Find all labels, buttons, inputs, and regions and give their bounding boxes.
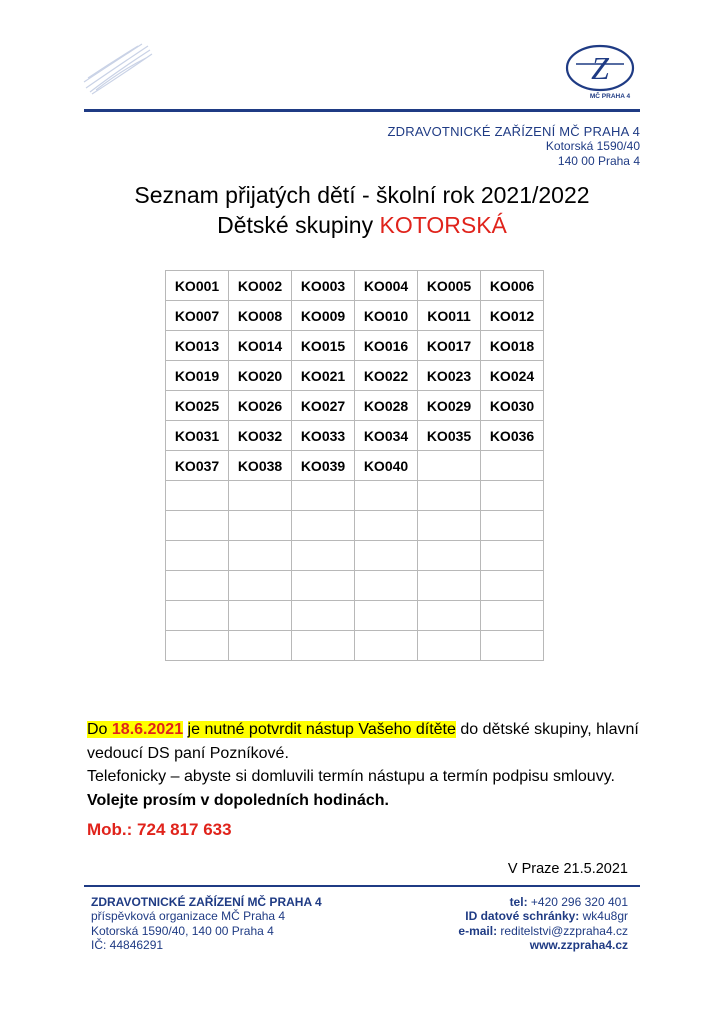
- table-cell: [418, 541, 481, 571]
- table-cell: [292, 511, 355, 541]
- footer-address: Kotorská 1590/40, 140 00 Praha 4: [91, 923, 274, 938]
- brand-logo: [564, 42, 636, 100]
- notice-do: Do: [87, 721, 112, 738]
- table-row: [166, 271, 544, 301]
- notice-call-time: Volejte prosím v dopoledních hodinách.: [87, 791, 389, 809]
- table-cell: KO010: [355, 301, 418, 331]
- footer-divider: [84, 885, 640, 887]
- email-label: e-mail:: [458, 923, 498, 938]
- table-row: [166, 421, 544, 451]
- table-row: [166, 571, 544, 601]
- table-cell: [229, 481, 292, 511]
- footer-ic: IČ: 44846291: [91, 937, 164, 952]
- table-row: [166, 301, 544, 331]
- table-cell: KO006: [481, 271, 544, 301]
- page-title: Seznam přijatých dětí - školní rok 2021/2022: [134, 182, 590, 208]
- table-cell: [481, 601, 544, 631]
- table-row: [166, 481, 544, 511]
- table-row: [166, 631, 544, 661]
- table-cell: KO004: [355, 271, 418, 301]
- email-link[interactable]: reditelstvi@zzpraha4.cz: [497, 923, 628, 938]
- table-cell: [481, 541, 544, 571]
- table-cell: [292, 481, 355, 511]
- table-cell: [355, 541, 418, 571]
- table-cell: KO032: [229, 421, 292, 451]
- table-cell: KO033: [292, 421, 355, 451]
- table-cell: KO014: [229, 331, 292, 361]
- table-cell: [166, 631, 229, 661]
- table-cell: KO008: [229, 301, 292, 331]
- subtitle-highlight: KOTORSKÁ: [379, 212, 507, 238]
- table-cell: [229, 601, 292, 631]
- table-cell: KO019: [166, 361, 229, 391]
- table-cell: KO026: [229, 391, 292, 421]
- table-cell: KO011: [418, 301, 481, 331]
- footer-org-name: ZDRAVOTNICKÉ ZAŘÍZENÍ MČ PRAHA 4: [91, 895, 322, 909]
- table-cell: [481, 451, 544, 481]
- table-cell: [229, 571, 292, 601]
- notice-space: [183, 721, 187, 738]
- table-row: [166, 511, 544, 541]
- table-cell: KO020: [229, 361, 292, 391]
- table-cell: [166, 481, 229, 511]
- table-cell: KO022: [355, 361, 418, 391]
- table-cell: KO012: [481, 301, 544, 331]
- table-cell: KO030: [481, 391, 544, 421]
- table-cell: KO039: [292, 451, 355, 481]
- ds-value: wk4u8gr: [579, 909, 628, 924]
- header-address: [388, 124, 640, 169]
- logo-text: MČ PRAHA 4: [589, 93, 631, 100]
- table-cell: [355, 571, 418, 601]
- table-cell: KO003: [292, 271, 355, 301]
- table-cell: [355, 631, 418, 661]
- table-cell: [292, 601, 355, 631]
- table-cell: [481, 481, 544, 511]
- table-cell: [355, 481, 418, 511]
- table-cell: [166, 511, 229, 541]
- table-cell: KO009: [292, 301, 355, 331]
- footer-org-type: příspěvková organizace MČ Praha 4: [91, 909, 286, 924]
- table-cell: KO002: [229, 271, 292, 301]
- website-link[interactable]: www.zzpraha4.cz: [529, 937, 628, 952]
- table-row: [166, 331, 544, 361]
- watermark-logo: [82, 40, 154, 96]
- admission-table: [165, 270, 544, 661]
- table-cell: [418, 451, 481, 481]
- table-cell: KO034: [355, 421, 418, 451]
- table-cell: KO023: [418, 361, 481, 391]
- notice-deadline: 18.6.2021: [111, 721, 184, 738]
- notice-rest: do dětské skupiny, hlavní vedoucí DS paní Pozníkové.: [87, 721, 639, 762]
- date-line: V Praze 21.5.2021: [507, 861, 628, 877]
- table-cell: [418, 601, 481, 631]
- table-cell: [229, 541, 292, 571]
- table-cell: KO013: [166, 331, 229, 361]
- table-cell: [481, 511, 544, 541]
- table-cell: [418, 511, 481, 541]
- table-cell: KO016: [355, 331, 418, 361]
- table-cell: [292, 571, 355, 601]
- table-row: [166, 601, 544, 631]
- table-cell: KO021: [292, 361, 355, 391]
- header-divider: [84, 109, 640, 112]
- tel-value[interactable]: +420 296 320 401: [527, 895, 628, 909]
- table-cell: KO031: [166, 421, 229, 451]
- table-row: [166, 361, 544, 391]
- table-cell: [229, 511, 292, 541]
- table-cell: KO036: [481, 421, 544, 451]
- logo-letter: Z: [591, 50, 609, 86]
- notice-highlight: je nutné potvrdit nástup Vašeho dítěte: [187, 721, 456, 738]
- table-cell: KO025: [166, 391, 229, 421]
- org-city: 140 00 Praha 4: [557, 154, 640, 168]
- org-street: Kotorská 1590/40: [545, 139, 640, 153]
- table-cell: [355, 511, 418, 541]
- table-cell: [166, 601, 229, 631]
- table-cell: [418, 631, 481, 661]
- notice-paragraph: [87, 718, 647, 812]
- page-subtitle: [0, 211, 724, 240]
- table-cell: KO035: [418, 421, 481, 451]
- ds-label: ID datové schránky:: [465, 909, 580, 924]
- table-cell: KO028: [355, 391, 418, 421]
- table-cell: KO027: [292, 391, 355, 421]
- footer-left: [91, 895, 322, 952]
- table-cell: KO007: [166, 301, 229, 331]
- subtitle-prefix: Dětské skupiny: [217, 212, 380, 238]
- mobile-number: Mob.: 724 817 633: [87, 820, 232, 839]
- table-cell: KO017: [418, 331, 481, 361]
- table-cell: [292, 541, 355, 571]
- table-cell: [355, 601, 418, 631]
- table-cell: [481, 571, 544, 601]
- table-cell: [418, 481, 481, 511]
- tel-label: tel:: [509, 895, 528, 909]
- table-row: [166, 541, 544, 571]
- table-cell: KO024: [481, 361, 544, 391]
- table-cell: [229, 631, 292, 661]
- table-row: [166, 391, 544, 421]
- table-cell: [166, 571, 229, 601]
- table-cell: KO015: [292, 331, 355, 361]
- table-cell: KO018: [481, 331, 544, 361]
- notice-phone: Telefonicky – abyste si domluvili termín nástupu a termín podpisu smlouvy.: [87, 768, 615, 785]
- footer-right: [458, 895, 628, 952]
- table-cell: KO038: [229, 451, 292, 481]
- table-cell: [481, 631, 544, 661]
- table-cell: [418, 571, 481, 601]
- org-name: ZDRAVOTNICKÉ ZAŘÍZENÍ MČ PRAHA 4: [387, 124, 640, 139]
- table-cell: [166, 541, 229, 571]
- table-cell: KO001: [166, 271, 229, 301]
- table-row: [166, 451, 544, 481]
- table-cell: KO037: [166, 451, 229, 481]
- table-cell: KO029: [418, 391, 481, 421]
- table-cell: KO005: [418, 271, 481, 301]
- table-cell: KO040: [355, 451, 418, 481]
- table-cell: [292, 631, 355, 661]
